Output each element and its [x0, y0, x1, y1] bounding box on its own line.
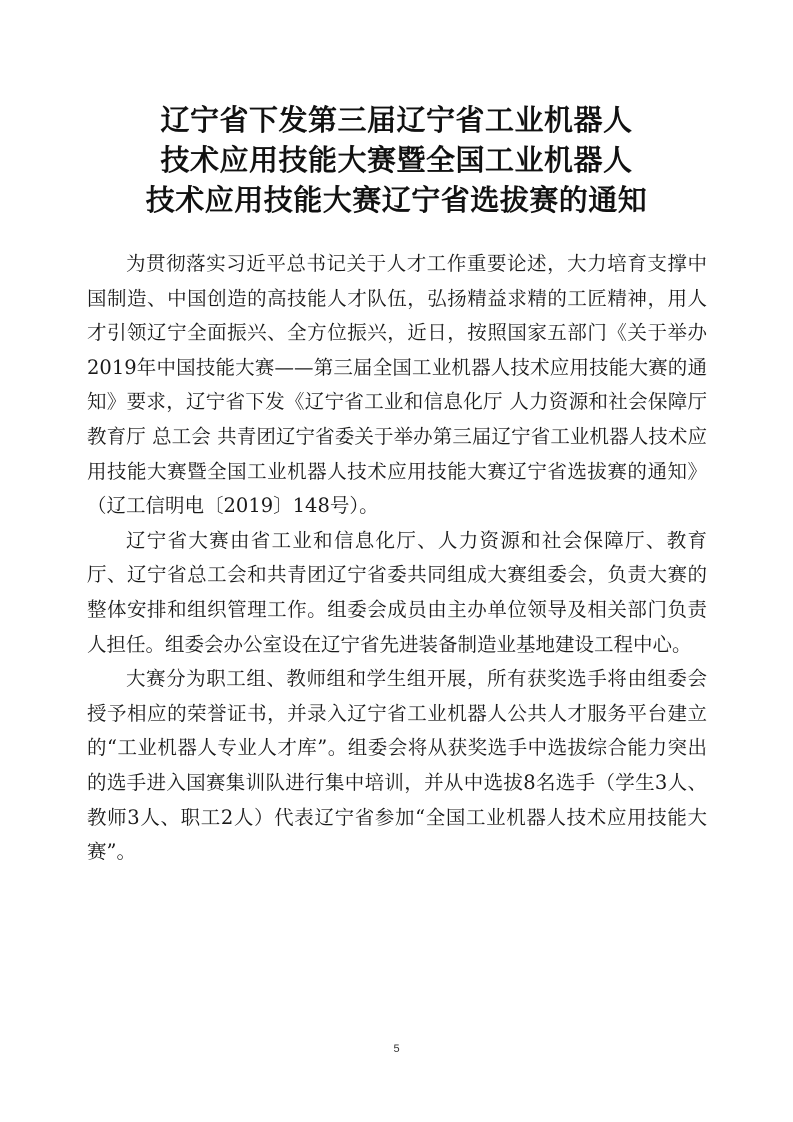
document-title [0, 100, 793, 220]
title-line-1: 辽宁省下发第三届辽宁省工业机器人 [160, 103, 633, 137]
document-body [87, 247, 707, 870]
paragraph-groups-awards: 大赛分为职工组、教师组和学生组开展，所有获奖选手将由组委会授予相应的荣誉证书，并录入辽宁省工业机器人公共人才服务平台建立的“工业机器人专业人才库”。组委会将从获奖选手中选拔综合能力突出的选手进入国赛集训队进行集中培训，并从中选拔8名选手（学生3人、教师3人、职工2人）代表辽宁省参加“全国工业机器人技术应用技能大赛”。 [87, 667, 707, 864]
paragraph-background: 为贯彻落实习近平总书记关于人才工作重要论述，大力培育支撑中国制造、中国创造的高技能人才队伍，弘扬精益求精的工匠精神，用人才引领辽宁全面振兴、全方位振兴，近日，按照国家五部门《关于举办2019年中国技能大赛——第三届全国工业机器人技术应用技能大赛的通知》要求，辽宁省下发《辽宁省工业和信息化厅 人力资源和社会保障厅 教育厅 总工会 共青团辽宁省委关于举办第三届辽宁省工业机器人技术应用技能大赛暨全国工业机器人技术应用技能大赛辽宁省选拔赛的通知》（辽工信明电〔2019〕148号）。 [87, 252, 707, 518]
title-line-3: 技术应用技能大赛辽宁省选拔赛的通知 [145, 183, 648, 217]
paragraph-organizers: 辽宁省大赛由省工业和信息化厅、人力资源和社会保障厅、教育厅、辽宁省总工会和共青团辽宁省委共同组成大赛组委会，负责大赛的整体安排和组织管理工作。组委会成员由主办单位领导及相关部门负责人担任。组委会办公室设在辽宁省先进装备制造业基地建设工程中心。 [87, 528, 707, 656]
page-number: 5 [393, 1043, 400, 1055]
title-line-2: 技术应用技能大赛暨全国工业机器人 [160, 143, 633, 177]
